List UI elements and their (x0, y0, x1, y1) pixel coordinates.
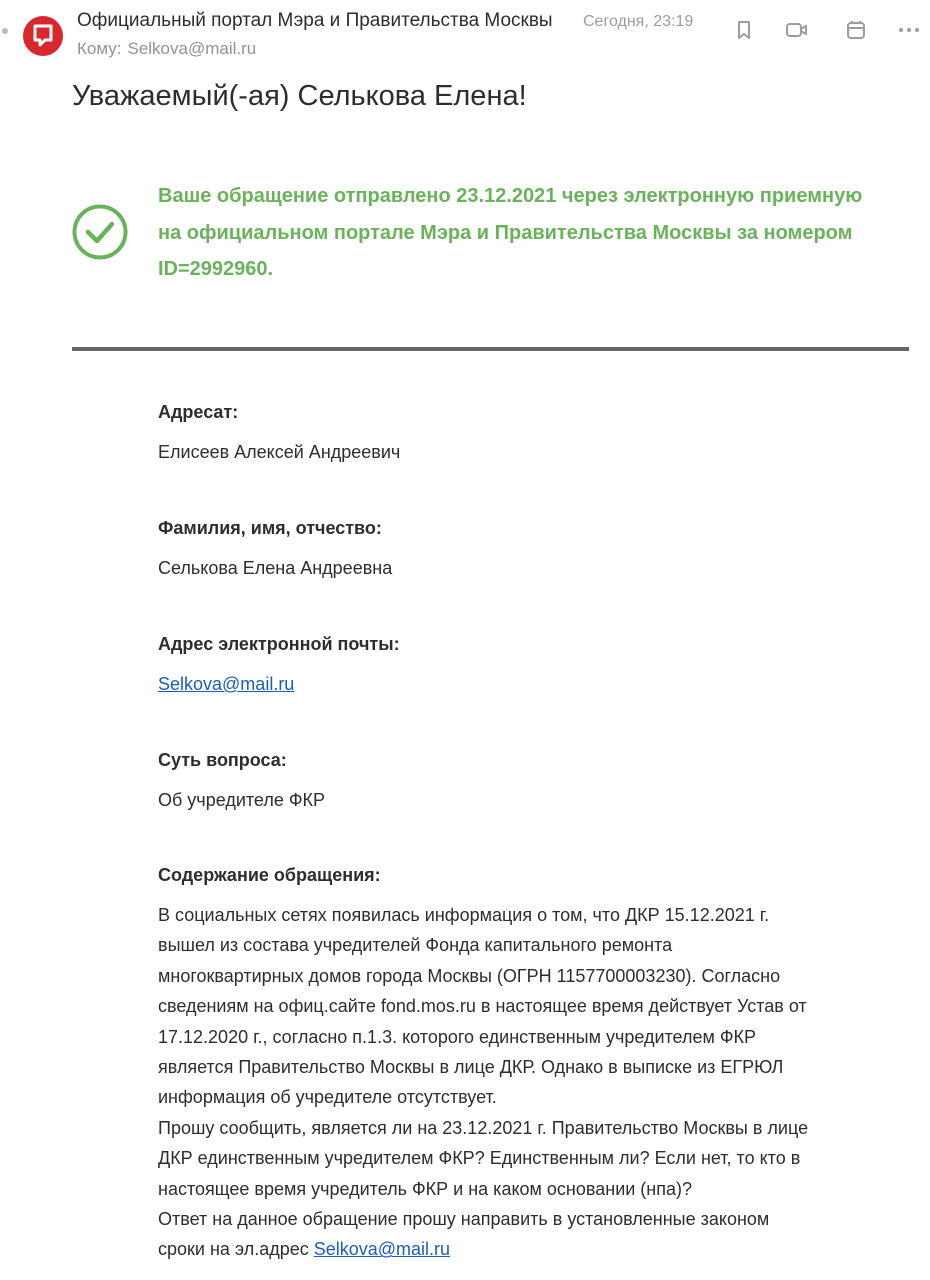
greeting-heading: Уважаемый(-ая) Селькова Елена! (72, 80, 527, 112)
fio-value: Селькова Елена Андреевна (158, 558, 393, 578)
topic-value: Об учредителе ФКР (158, 790, 326, 810)
content-line: настоящее время учредитель ФКР и на каком основании (нпа)? (158, 1178, 692, 1199)
content-line: информация об учредителе отсутствует. (158, 1087, 497, 1108)
content-line: сведениям на офиц.сайте fond.mos.ru в настоящее время действует Устав от (158, 996, 807, 1017)
fio-label: Фамилия, имя, отчество: (158, 518, 382, 538)
bookmark-icon[interactable] (732, 18, 756, 42)
content-line: Прошу сообщить, является ли на 23.12.2021 г. Правительство Москвы в лице (158, 1117, 809, 1138)
video-call-icon[interactable] (785, 18, 809, 42)
message-date: Сегодня, 23:19 (583, 13, 694, 30)
email-label: Адрес электронной почты: (158, 634, 400, 654)
topic-label: Суть вопроса: (158, 750, 287, 770)
addressee-label: Адресат: (158, 402, 239, 422)
content-line: является Правительство Москвы в лице ДКР. Однако в выписке из ЕГРЮЛ (158, 1057, 784, 1078)
submission-status-message (158, 178, 910, 288)
status-line: на официальном портале Мэра и Правительства Москвы за номером (158, 221, 853, 244)
content-line: В социальных сетях появилась информация о том, что ДКР 15.12.2021 г. (158, 905, 770, 925)
content-line-prefix: сроки на эл.адрес (158, 1239, 314, 1260)
sender-name[interactable]: Официальный портал Мэра и Правительства Москвы (77, 10, 553, 31)
reply-email-link[interactable]: Selkova@mail.ru (313, 1239, 451, 1260)
status-line: Ваше обращение отправлено 23.12.2021 через электронную приемную (158, 185, 863, 207)
appeal-content (158, 900, 898, 1265)
to-label: Кому: (77, 39, 122, 58)
addressee-value: Елисеев Алексей Андреевич (158, 442, 401, 462)
sender-avatar[interactable] (23, 16, 63, 56)
more-icon[interactable] (897, 18, 921, 42)
content-line: ДКР единственным учредителем ФКР? Единственным ли? Если нет, то кто в (158, 1148, 801, 1169)
calendar-icon[interactable] (844, 18, 868, 42)
success-check-icon (72, 204, 128, 260)
speech-bubble-icon (32, 24, 54, 48)
recipient-line (77, 39, 256, 59)
email-link[interactable]: Selkova@mail.ru (158, 674, 295, 694)
status-line: ID=2992960. (158, 258, 274, 280)
content-label: Содержание обращения: (158, 865, 381, 885)
content-line: многоквартирных домов города Москвы (ОГРН 1157700003230). Согласно (158, 965, 781, 986)
unread-indicator (2, 28, 8, 34)
recipient-address[interactable]: Selkova@mail.ru (127, 39, 257, 58)
section-divider (72, 347, 909, 351)
content-line: Ответ на данное обращение прошу направить в установленные законом (158, 1209, 770, 1230)
content-line: вышел из состава учредителей Фонда капитального ремонта (158, 935, 673, 956)
content-line-last (158, 1234, 898, 1264)
content-line: 17.12.2020 г., согласно п.1.3. которого единственным учредителем ФКР (158, 1026, 757, 1047)
